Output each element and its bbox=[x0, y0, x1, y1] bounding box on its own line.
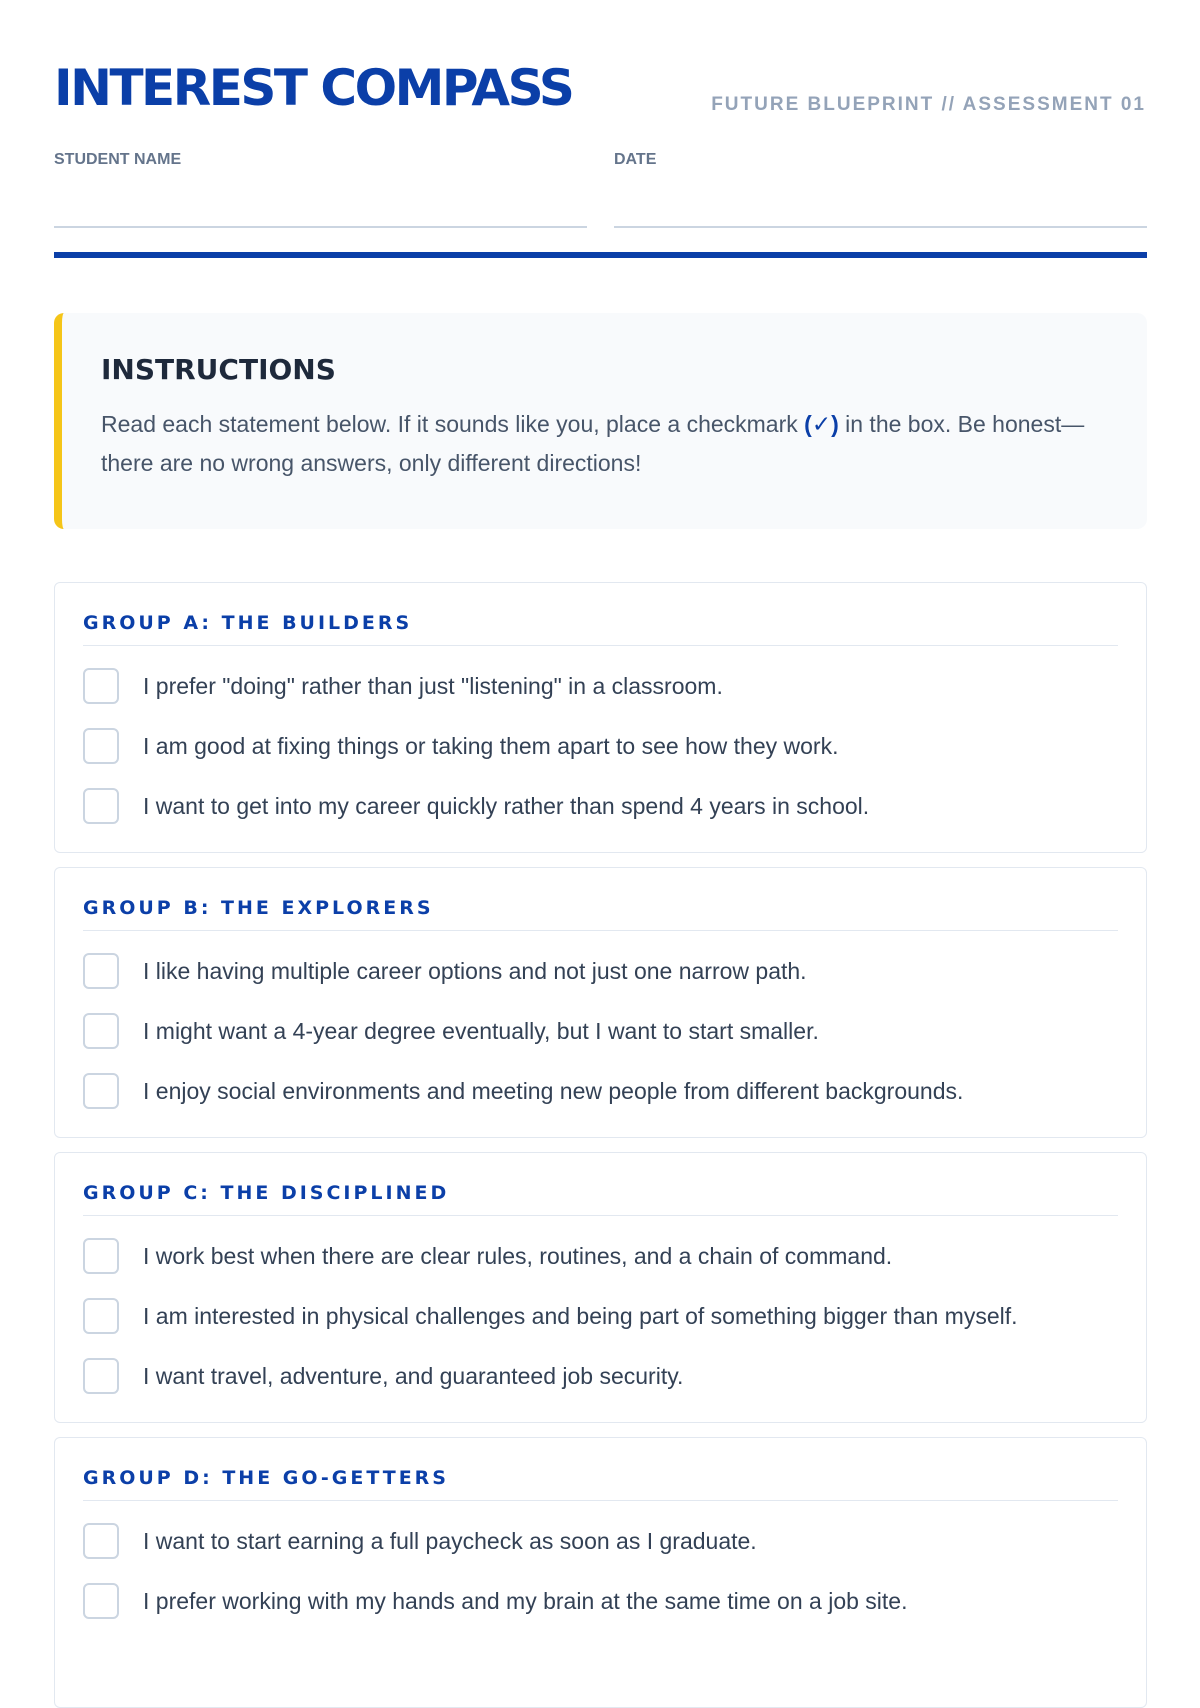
group-c-card bbox=[54, 1152, 1147, 1423]
student-info-fields bbox=[54, 150, 1147, 226]
group-b-checkbox-2[interactable] bbox=[83, 1013, 119, 1049]
group-d-checkbox-1[interactable] bbox=[83, 1523, 119, 1559]
group-a-item-3 bbox=[83, 788, 1123, 828]
group-c-checkbox-3[interactable] bbox=[83, 1358, 119, 1394]
group-b-title: GROUP B: THE EXPLORERS bbox=[83, 898, 1118, 931]
group-c-checkbox-1[interactable] bbox=[83, 1238, 119, 1274]
group-a-statement-1: I prefer "doing" rather than just "listening" in a classroom. bbox=[143, 673, 723, 699]
header-divider bbox=[54, 252, 1147, 258]
group-c-statement-3: I want travel, adventure, and guaranteed job security. bbox=[143, 1363, 684, 1389]
group-a-item-2 bbox=[83, 728, 1123, 768]
page-subtitle: FUTURE BLUEPRINT // ASSESSMENT 01 bbox=[711, 94, 1146, 115]
group-a-item-1 bbox=[83, 668, 1123, 708]
instructions-text-before: Read each statement below. If it sounds like you, place a checkmark bbox=[101, 411, 805, 437]
group-c-statement-2: I am interested in physical challenges and being part of something bigger than myself. bbox=[143, 1303, 1018, 1329]
group-d-title: GROUP D: THE GO-GETTERS bbox=[83, 1468, 1118, 1501]
group-d-item-2 bbox=[83, 1583, 1123, 1623]
group-b-checkbox-1[interactable] bbox=[83, 953, 119, 989]
student-name-label: STUDENT NAME bbox=[54, 151, 182, 168]
date-field bbox=[614, 150, 1147, 228]
group-d-statement-2: I prefer working with my hands and my brain at the same time on a job site. bbox=[143, 1588, 908, 1614]
group-b-statement-1: I like having multiple career options and not just one narrow path. bbox=[143, 958, 807, 984]
group-c-item-1 bbox=[83, 1238, 1123, 1278]
group-b-statement-3: I enjoy social environments and meeting new people from different backgrounds. bbox=[143, 1078, 964, 1104]
instructions-text bbox=[101, 405, 1107, 483]
group-d-checkbox-2[interactable] bbox=[83, 1583, 119, 1619]
group-b-item-2 bbox=[83, 1013, 1123, 1053]
instructions-box bbox=[54, 313, 1147, 529]
group-d-item-1 bbox=[83, 1523, 1123, 1563]
group-d-card bbox=[54, 1437, 1147, 1708]
group-a-statement-2: I am good at fixing things or taking them apart to see how they work. bbox=[143, 733, 839, 759]
group-b-card bbox=[54, 867, 1147, 1138]
group-c-checkbox-2[interactable] bbox=[83, 1298, 119, 1334]
student-name-input[interactable] bbox=[54, 192, 587, 222]
group-d-statement-1: I want to start earning a full paycheck as soon as I graduate. bbox=[143, 1528, 757, 1554]
group-a-statement-3: I want to get into my career quickly rather than spend 4 years in school. bbox=[143, 793, 870, 819]
group-a-checkbox-3[interactable] bbox=[83, 788, 119, 824]
group-a-title: GROUP A: THE BUILDERS bbox=[83, 613, 1118, 646]
group-b-checkbox-3[interactable] bbox=[83, 1073, 119, 1109]
student-name-field bbox=[54, 150, 587, 228]
group-b-item-3 bbox=[83, 1073, 1123, 1113]
checkmark-icon: (✓) bbox=[804, 411, 839, 437]
group-c-item-3 bbox=[83, 1358, 1123, 1398]
group-c-title: GROUP C: THE DISCIPLINED bbox=[83, 1183, 1118, 1216]
date-input[interactable] bbox=[614, 192, 1147, 222]
date-label: DATE bbox=[614, 151, 657, 168]
group-a-card bbox=[54, 582, 1147, 853]
group-c-item-2 bbox=[83, 1298, 1123, 1338]
instructions-title: INSTRUCTIONS bbox=[101, 353, 336, 386]
group-c-statement-1: I work best when there are clear rules, routines, and a chain of command. bbox=[143, 1243, 893, 1269]
page-title: INTEREST COMPASS bbox=[54, 59, 573, 117]
group-b-statement-2: I might want a 4-year degree eventually, but I want to start smaller. bbox=[143, 1018, 819, 1044]
group-a-checkbox-1[interactable] bbox=[83, 668, 119, 704]
group-a-checkbox-2[interactable] bbox=[83, 728, 119, 764]
instructions-text-after: in the box. Be honest—there are no wrong answers, only different directions! bbox=[101, 411, 1085, 476]
group-b-item-1 bbox=[83, 953, 1123, 993]
